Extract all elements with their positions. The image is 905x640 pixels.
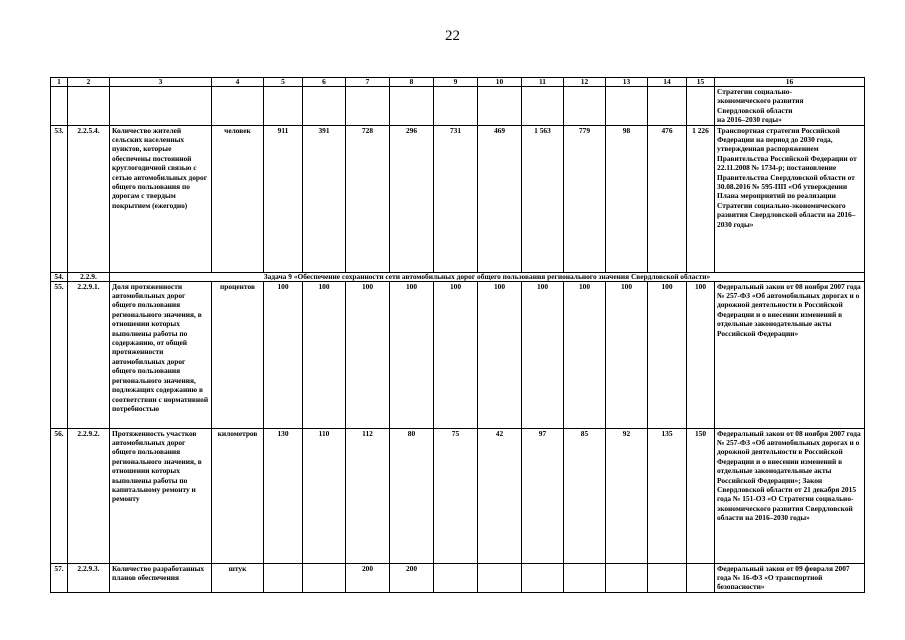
value-cell: 100 [522,281,564,428]
value-cell: 296 [390,125,434,272]
header-cell: 12 [564,78,606,87]
indicator-name: Количество разработанных планов обеспечения [110,563,212,592]
source-cell: Федеральный закон от 08 ноября 2007 года № 257-ФЗ «Об автомобильных дорогах и о дорожной деятельности в Российской Федерации и о внесении изменений в отдельные законодательные акты Российской Федерации» [715,281,865,428]
source-cell: Федеральный закон от 09 февраля 2007 года № 16-ФЗ «О транспортной безопасности» [715,563,865,592]
row-code: 2.2.9.3. [68,563,110,592]
value-cell: 391 [303,125,346,272]
row-number: 55. [51,281,68,428]
value-cell: 100 [434,281,478,428]
value-cell [434,563,478,592]
value-cell [478,563,522,592]
header-cell: 3 [110,78,212,87]
header-cell: 11 [522,78,564,87]
value-cell: 200 [390,563,434,592]
row-code: 2.2.9.2. [68,428,110,563]
value-cell: 75 [434,428,478,563]
indicator-name: Количество жителей сельских населенных пунктов, которые обеспечены постоянной круглогодичной связью с сетью автомобильных дорог общего пользования по дорогам с твердым покрытием (ежегодно) [110,125,212,272]
value-cell: 911 [264,125,303,272]
value-cell: 728 [346,125,390,272]
page-number: 22 [445,28,460,44]
value-cell [687,563,715,592]
header-cell: 15 [687,78,715,87]
header-cell: 7 [346,78,390,87]
value-cell: 100 [606,281,648,428]
unit-cell: процентов [212,281,264,428]
value-cell: 100 [564,281,606,428]
source-cell: Транспортная стратегия Российской Федерации на период до 2030 года, утвержденная распоряжением Правительства Российской Федерации от 22.11.2008 № 1734-р; постановление Правительства Свердловской области от 30.08.2016 № 595-ПП «Об утверждении Плана мероприятий по реализации Стратегии социально-экономического развития Свердловской области на 2016–2030 годы» [715,125,865,272]
row-number: 57. [51,563,68,592]
value-cell: 1 563 [522,125,564,272]
value-cell [522,563,564,592]
header-cell: 4 [212,78,264,87]
row-number: 56. [51,428,68,563]
table-row-continuation [51,87,865,126]
header-cell: 8 [390,78,434,87]
table-row [51,125,865,272]
value-cell: 98 [606,125,648,272]
header-row [51,78,865,87]
value-cell: 100 [687,281,715,428]
value-cell: 100 [346,281,390,428]
header-cell: 2 [68,78,110,87]
value-cell: 150 [687,428,715,563]
value-cell: 110 [303,428,346,563]
task-title: Задача 9 «Обеспечение сохранности сети автомобильных дорог общего пользования регионального значения Свердловской области» [110,272,865,281]
table-row [51,563,865,592]
value-cell: 85 [564,428,606,563]
value-cell: 200 [346,563,390,592]
row-number: 53. [51,125,68,272]
value-cell: 80 [390,428,434,563]
row-number: 54. [51,272,68,281]
value-cell [264,563,303,592]
unit-cell: штук [212,563,264,592]
table-row [51,281,865,428]
value-cell: 731 [434,125,478,272]
value-cell: 1 226 [687,125,715,272]
value-cell [606,563,648,592]
header-cell: 6 [303,78,346,87]
header-cell: 9 [434,78,478,87]
indicator-name: Протяженность участков автомобильных дорог общего пользования регионального значения, в отношении которых выполнены работы по капитальному ремонту и ремонту [110,428,212,563]
header-cell: 5 [264,78,303,87]
value-cell: 779 [564,125,606,272]
value-cell: 130 [264,428,303,563]
value-cell: 112 [346,428,390,563]
header-cell: 13 [606,78,648,87]
row-code: 2.2.9.1. [68,281,110,428]
value-cell: 97 [522,428,564,563]
value-cell: 476 [648,125,687,272]
table-row [51,428,865,563]
header-cell: 1 [51,78,68,87]
value-cell: 100 [303,281,346,428]
source-cell: Стратегии социально- экономического развития Свердловской области на 2016–2030 годы» [715,87,865,126]
header-cell: 14 [648,78,687,87]
header-cell: 16 [715,78,865,87]
row-code: 2.2.5.4. [68,125,110,272]
value-cell: 100 [390,281,434,428]
value-cell: 100 [478,281,522,428]
value-cell: 100 [648,281,687,428]
value-cell [648,563,687,592]
indicators-table [50,77,865,593]
source-cell: Федеральный закон от 08 ноября 2007 года № 257-ФЗ «Об автомобильных дорогах и о дорожной деятельности в Российской Федерации и о внесении изменений в отдельные законодательные акты Российской Федерации»; Закон Свердловской области от 21 декабря 2015 года № 151-ОЗ «О Стратегии социально-экономического развития Свердловской области на 2016–2030 годы» [715,428,865,563]
value-cell [564,563,606,592]
header-cell: 10 [478,78,522,87]
value-cell [303,563,346,592]
row-code: 2.2.9. [68,272,110,281]
unit-cell: человек [212,125,264,272]
value-cell: 42 [478,428,522,563]
value-cell: 100 [264,281,303,428]
value-cell: 469 [478,125,522,272]
indicator-name: Доля протяженности автомобильных дорог общего пользования регионального значения, в отношении которых выполнены работы по содержанию, от общей протяженности автомобильных дорог общего пользования регионального значения, подлежащих содержанию в соответствии с нормативной потребностью [110,281,212,428]
value-cell: 135 [648,428,687,563]
unit-cell: километров [212,428,264,563]
task-row [51,272,865,281]
value-cell: 92 [606,428,648,563]
